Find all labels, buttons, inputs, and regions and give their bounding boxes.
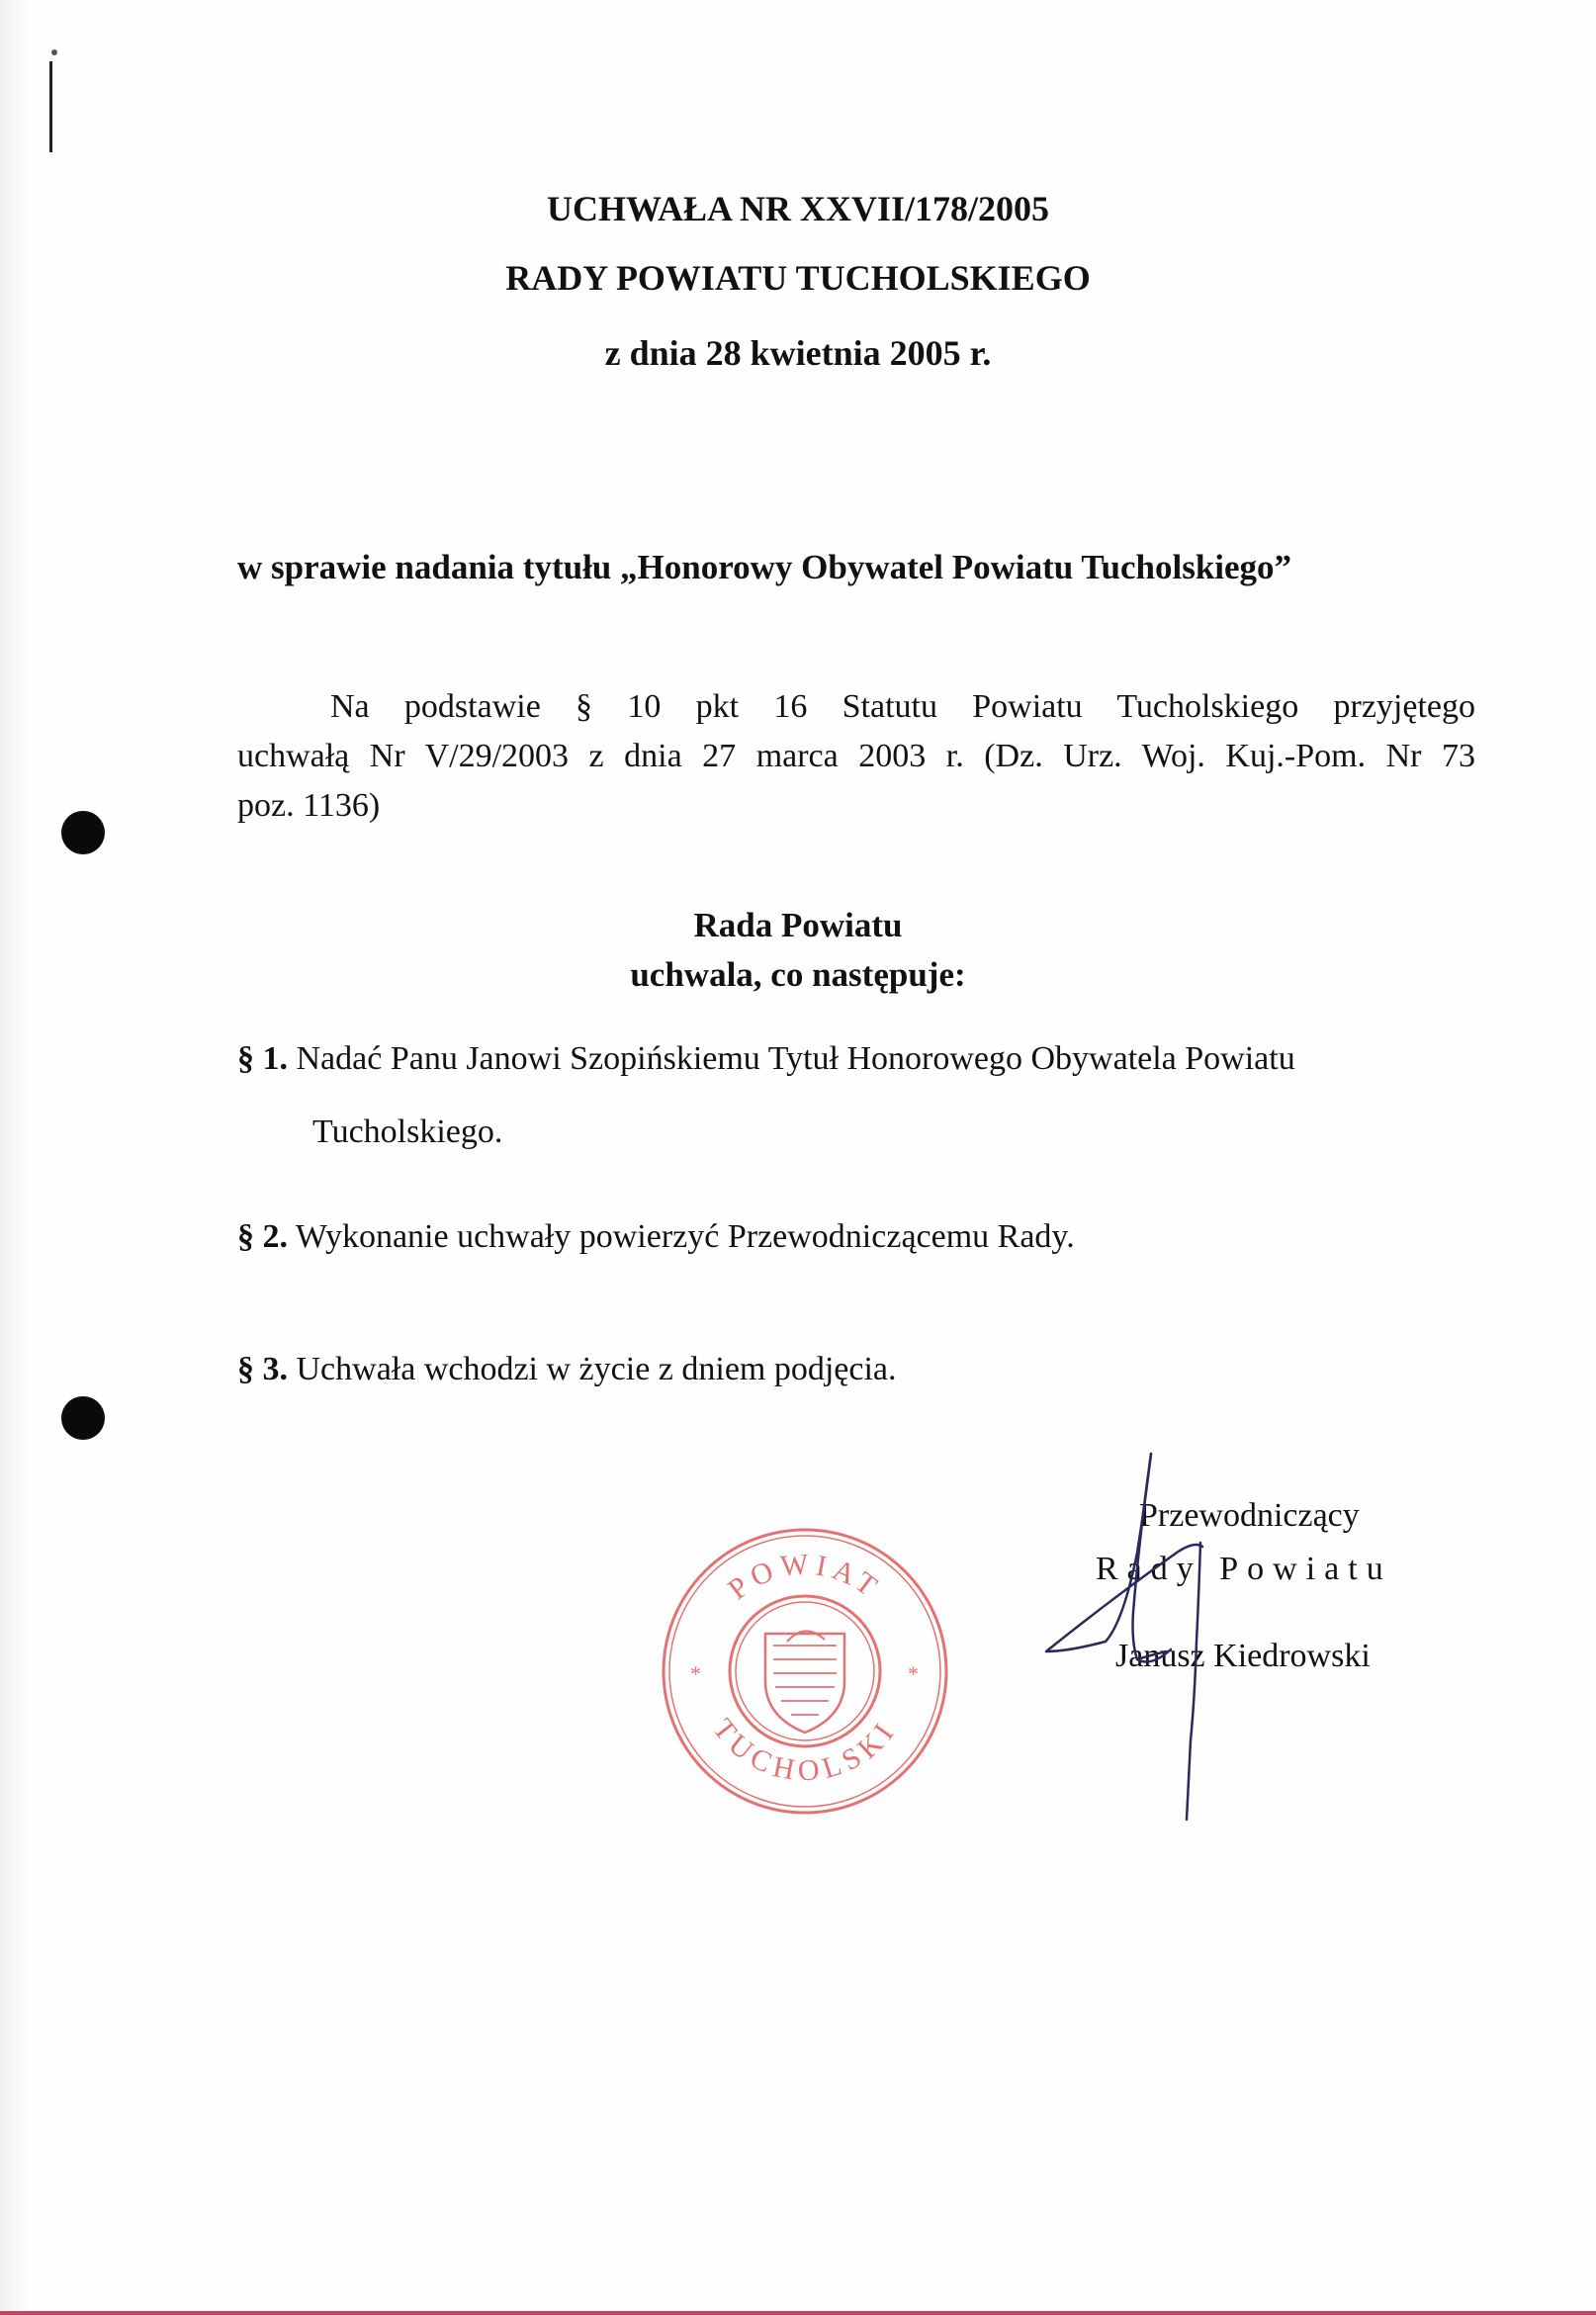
signatory-role: Przewodniczący [1139, 1497, 1360, 1534]
punch-hole-bottom [61, 1396, 105, 1440]
paragraph-1-continuation: Tucholskiego. [312, 1113, 503, 1150]
paragraph-text: Nadać Panu Janowi Szopińskiemu Tytuł Honorowego Obywatela Powiatu [296, 1040, 1295, 1077]
paragraph-1 [237, 1040, 1295, 1078]
paragraph-number: § 2. [237, 1218, 288, 1255]
paragraph-3 [237, 1351, 897, 1388]
resolution-date: z dnia 28 kwietnia 2005 r. [604, 333, 992, 373]
scan-edge-mark [49, 61, 52, 152]
signatory-body: Rady Powiatu [1096, 1551, 1392, 1587]
resolution-subject: w sprawie nadania tytułu „Honorowy Obywatel Powiatu Tucholskiego” [237, 548, 1292, 586]
svg-text:TUCHOLSKI [706, 1713, 903, 1788]
seal-text-bottom: TUCHOLSKI [706, 1712, 904, 1788]
issuing-body: RADY POWIATU TUCHOLSKIEGO [505, 258, 1091, 298]
paragraph-text: Wykonanie uchwały powierzyć Przewodniczącemu Rady. [295, 1218, 1075, 1255]
punch-hole-top [61, 811, 105, 854]
svg-text:*: * [690, 1661, 707, 1686]
handwritten-signature-icon [1028, 1444, 1286, 1839]
legal-basis-line: uchwałą Nr V/29/2003 z dnia 27 marca 2003 r. (Dz. Urz. Woj. Kuj.-Pom. Nr 73 [237, 738, 1475, 774]
paragraph-number: § 3. [237, 1351, 288, 1387]
scan-bottom-edge [0, 2311, 1596, 2315]
seal-text-top: POWIAT [722, 1548, 888, 1607]
paragraph-number: § 1. [237, 1040, 288, 1077]
scan-speck [51, 49, 57, 55]
signatory-name: Janusz Kiedrowski [1115, 1638, 1371, 1674]
legal-basis [237, 682, 1475, 831]
svg-text:*: * [908, 1661, 925, 1686]
paragraph-2 [237, 1218, 1075, 1256]
resolving-formula: uchwala, co następuje: [630, 955, 966, 994]
legal-basis-line: poz. 1136) [237, 787, 381, 824]
official-seal-icon [657, 1523, 953, 1820]
resolving-body: Rada Powiatu [693, 906, 903, 944]
legal-basis-line: Na podstawie § 10 pkt 16 Statutu Powiatu Tucholskiego przyjętego [330, 688, 1475, 725]
paragraph-text: Uchwała wchodzi w życie z dniem podjęcia. [296, 1351, 897, 1387]
resolution-number: UCHWAŁA NR XXVII/178/2005 [546, 189, 1050, 228]
